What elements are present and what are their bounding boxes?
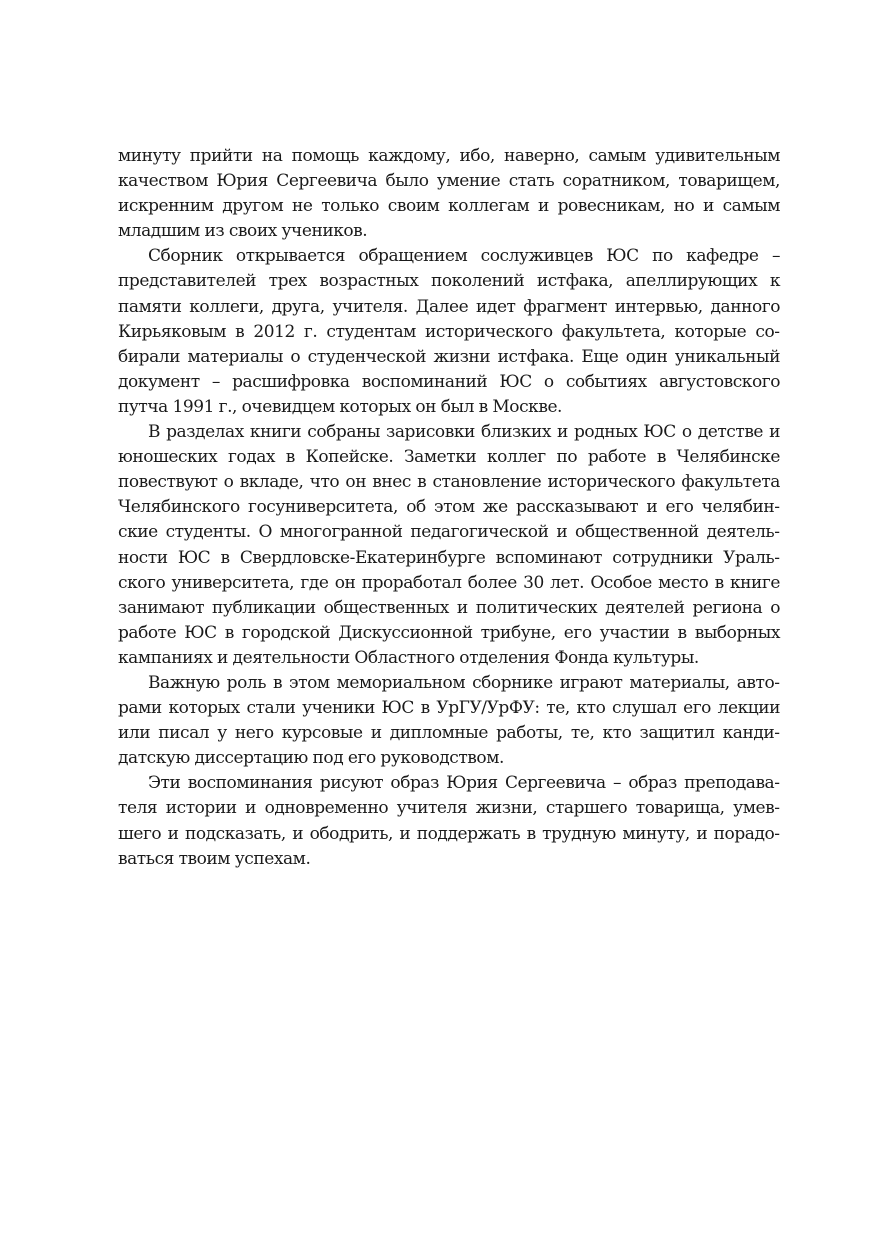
paragraph-conclusion: Эти воспоминания рисуют образ Юрия Сергеевича – образ преподавателя истории и одновременно учителя жизни, старшего товарища, умевшего и подсказать, и ободрить, и поддержать в трудную минуту, и порадоваться твоим успехам.	[118, 773, 780, 869]
paragraph-book-sections: В разделах книги собраны зарисовки близких и родных ЮС о детстве и юношеских годах в Копейске. Заметки коллег по работе в Челябинске повествуют о вкладе, что он внес в становление исторического факультета Челябинского госуниверситета, об этом же рассказывают и его челябинские студенты. О многогранной педагогической и общественной деятельности ЮС в Свердловске-Екатеринбурге вспоминают сотрудники Уральского университета, где он проработал более 30 лет. Особое место в книге занимают публикации общественных и политических деятелей региона о работе ЮС в городской Дискуссионной трибуне, его участии в выборных кампаниях и деятельности Областного отделения Фонда культуры.	[118, 422, 780, 668]
body-text	[118, 144, 780, 872]
paragraph-continuation: минуту прийти на помощь каждому, ибо, наверно, самым удивительным качеством Юрия Сергеевича было умение стать соратником, товарищем, искренним другом не только своим коллегам и ровесникам, но и самым младшим из своих учеников.	[118, 146, 780, 242]
paragraph-collection-opening: Сборник открывается обращением сослуживцев ЮС по кафедре – представителей трех возрастных поколений истфака, апеллирующих к памяти коллеги, друга, учителя. Далее идет фрагмент интервью, данного Кирьяковым в 2012 г. студентам исторического факультета, которые собирали материалы о студенческой жизни истфака. Еще один уникальный документ – расшифровка воспоминаний ЮС о событиях августовского путча 1991 г., очевидцем которых он был в Москве.	[118, 246, 780, 417]
paragraph-students-materials: Важную роль в этом мемориальном сборнике играют материалы, авторами которых стали ученики ЮС в УрГУ/УрФУ: те, кто слушал его лекции или писал у него курсовые и дипломные работы, те, кто защитил кандидатскую диссертацию под его руководством.	[118, 672, 780, 769]
